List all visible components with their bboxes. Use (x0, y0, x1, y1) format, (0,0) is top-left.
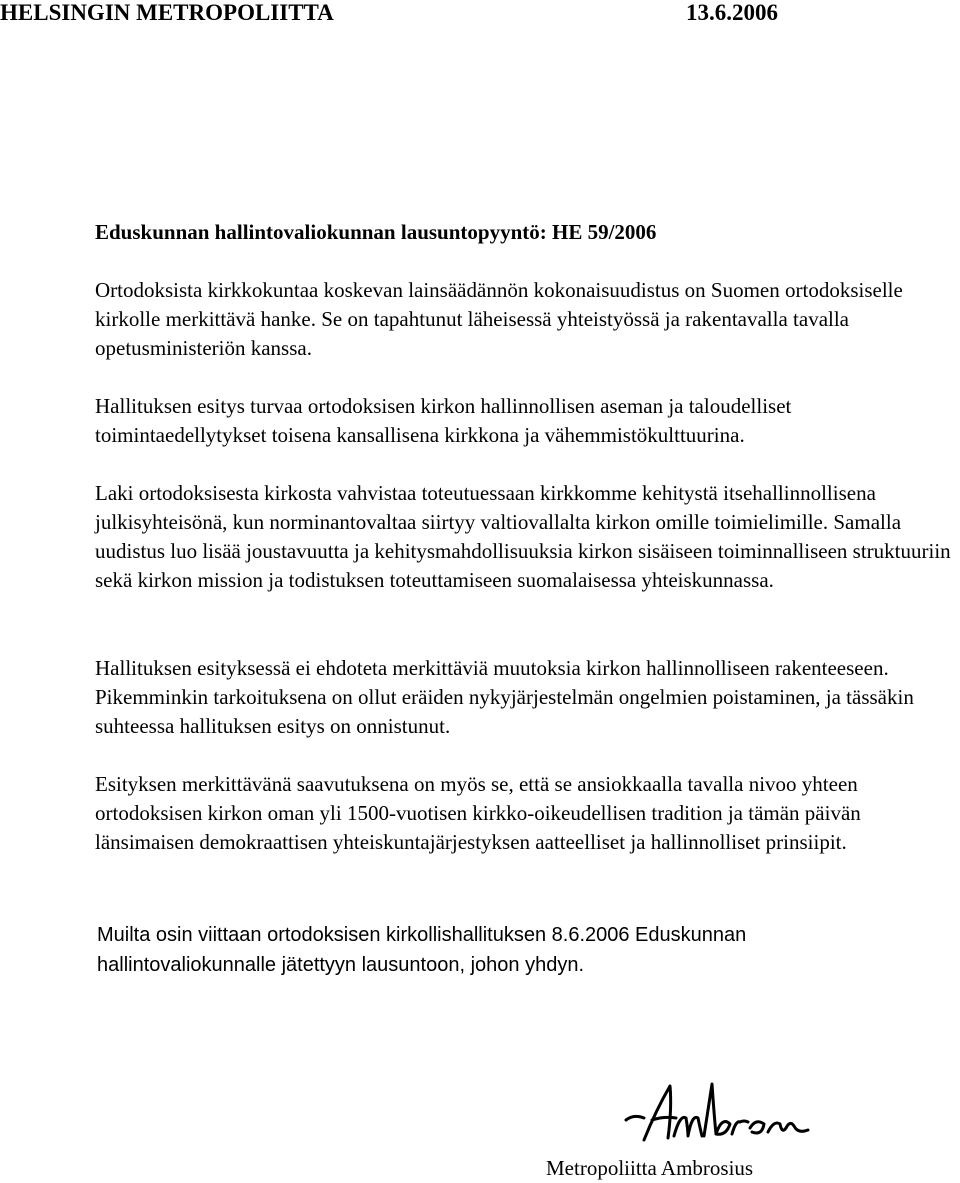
body-paragraph-1: Ortodoksista kirkkokuntaa koskevan lainsäädännön kokonaisuudistus on Suomen ortodoksiselle kirkolle merkittävä hanke. Se on tapahtunut läheisessä yhteistyössä ja rakentavalla tavalla opetusministeriön kanssa. (95, 278, 903, 360)
handwritten-signature (622, 1080, 812, 1152)
sender-organization: HELSINGIN METROPOLIITTA (0, 0, 334, 25)
body-paragraph-5: Esityksen merkittävänä saavutuksena on myös se, että se ansiokkaalla tavalla nivoo yhteen ortodoksisen kirkon oman yli 1500-vuotisen kirkko-oikeudellisen tradition ja tämän päivän länsimaisen demokraattisen yhteiskuntajärjestyksen aatteelliset ja hallinnolliset prinsiipit. (95, 772, 861, 854)
signer-name: Metropoliitta Ambrosius (546, 1156, 754, 1180)
letter-date: 13.6.2006 (686, 0, 778, 25)
body-paragraph-4: Hallituksen esityksessä ei ehdoteta merkittäviä muutoksia kirkon hallinnolliseen rakenteeseen. Pikemminkin tarkoituksena on ollut eräiden nykyjärjestelmän ongelmien poistaminen, ja tässäkin suhteessa hallituksen esitys on onnistunut. (95, 656, 914, 738)
letterhead (0, 0, 960, 30)
closing-paragraph: Muilta osin viittaan ortodoksisen kirkollishallituksen 8.6.2006 Eduskunnan hallintovaliokunnalle jätettyyn lausuntoon, johon yhdyn. (97, 924, 747, 976)
body-paragraph-3: Laki ortodoksisesta kirkosta vahvistaa toteutuessaan kirkkomme kehitystä itsehallinnollisena julkisyhteisönä, kun norminantovaltaa siirtyy valtiovallalta kirkon omille toimielimille. Samalla uudistus luo lisää joustavuutta ja kehitysmahdollisuuksia kirkon sisäiseen toiminnalliseen struktuuriin sekä kirkon mission ja todistuksen toteuttamiseen suomalaisessa yhteiskunnassa. (95, 481, 951, 592)
subject-line: Eduskunnan hallintovaliokunnan lausuntopyyntö: HE 59/2006 (95, 220, 657, 244)
body-paragraph-2: Hallituksen esitys turvaa ortodoksisen kirkon hallinnollisen aseman ja taloudelliset toimintaedellytykset toisena kansallisena kirkkona ja vähemmistökulttuurina. (95, 394, 792, 447)
